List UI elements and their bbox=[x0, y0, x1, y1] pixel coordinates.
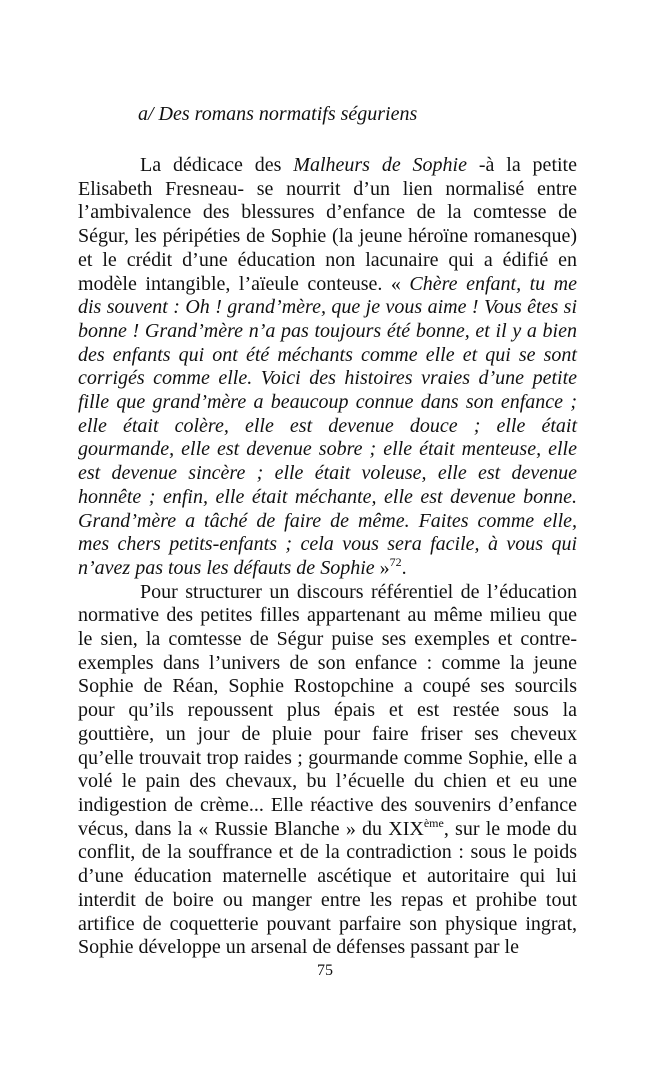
page-number: 75 bbox=[317, 962, 333, 979]
paragraph-text: , sur le mode du conflit, de la souffrance et de la contradiction : sous le poids d’une éducation maternelle ascétique et autoritaire qui lui interdit de boire ou manger entre les repas et prohibe tout artifice de coquetterie pouvant parfaire son physique ingrat, Sophie développe un arsenal de défenses passant par le bbox=[78, 817, 578, 959]
paragraph-dedication bbox=[78, 154, 577, 581]
sentence-end: . bbox=[401, 556, 407, 579]
section-heading: a/ Des romans normatifs séguriens bbox=[138, 103, 418, 125]
quote-mark-open: « bbox=[390, 272, 410, 295]
paragraph-text: La dédicace des bbox=[140, 154, 294, 176]
paragraph-childhood bbox=[78, 581, 577, 960]
book-title: Malheurs de Sophie bbox=[293, 154, 467, 176]
paragraph-text: -à la petite Elisabeth Fresneau- se nourrit d’un lien normalisé entre l’ambivalence des blessures d’enfance de la comtesse de Ségur, les péripéties de Sophie (la jeune héroïne romanesque) et le crédit d’une éducation non lacunaire qui a édifié en modèle intangible, l’aïeule conteuse. bbox=[78, 154, 577, 295]
century-superscript: ème bbox=[423, 815, 444, 830]
footnote-reference: 72 bbox=[389, 554, 402, 569]
quote-mark-close: » bbox=[374, 556, 390, 579]
dedication-quote: Chère enfant, tu me dis souvent : Oh ! grand’mère, que je vous aime ! Vous êtes si bonne ! Grand’mère n’a pas toujours été bonne, et il y a bien des enfants qui ont été méchants comme elle et qui se sont corrigés comme elle. Voici des histoires vraies d’une petite fille que grand’mère a beaucoup connue dans son enfance ; elle était colère, elle est devenue douce ; elle était gourmande, elle est devenue sobre ; elle était menteuse, elle est devenue sincère ; elle était voleuse, elle est devenue honnête ; enfin, elle était méchante, elle est devenue bonne. Grand’mère a tâché de faire de même. Faites comme elle, mes chers petits-enfants ; cela vous sera facile, à vous qui n’avez pas tous les défauts de Sophie bbox=[78, 272, 577, 579]
paragraph-text: Pour structurer un discours référentiel de l’éducation normative des petites filles appartenant au même milieu que le sien, la comtesse de Ségur puise ses exemples et contre-exemples dans l’univers de son enfance : comme la jeune Sophie de Réan, Sophie Rostopchine a coupé ses sourcils pour qu’ils repoussent plus épais et est restée sous la gouttière, un jour de pluie pour faire friser ses cheveux qu’elle trouvait trop raides ; gourmande comme Sophie, elle a volé le pain des chevaux, bu l’écuelle du chien et eu une indigestion de crème... Elle réactive des souvenirs d’enfance vécus, dans la « Russie Blanche » du XIX bbox=[78, 580, 577, 840]
page-body bbox=[78, 102, 577, 960]
